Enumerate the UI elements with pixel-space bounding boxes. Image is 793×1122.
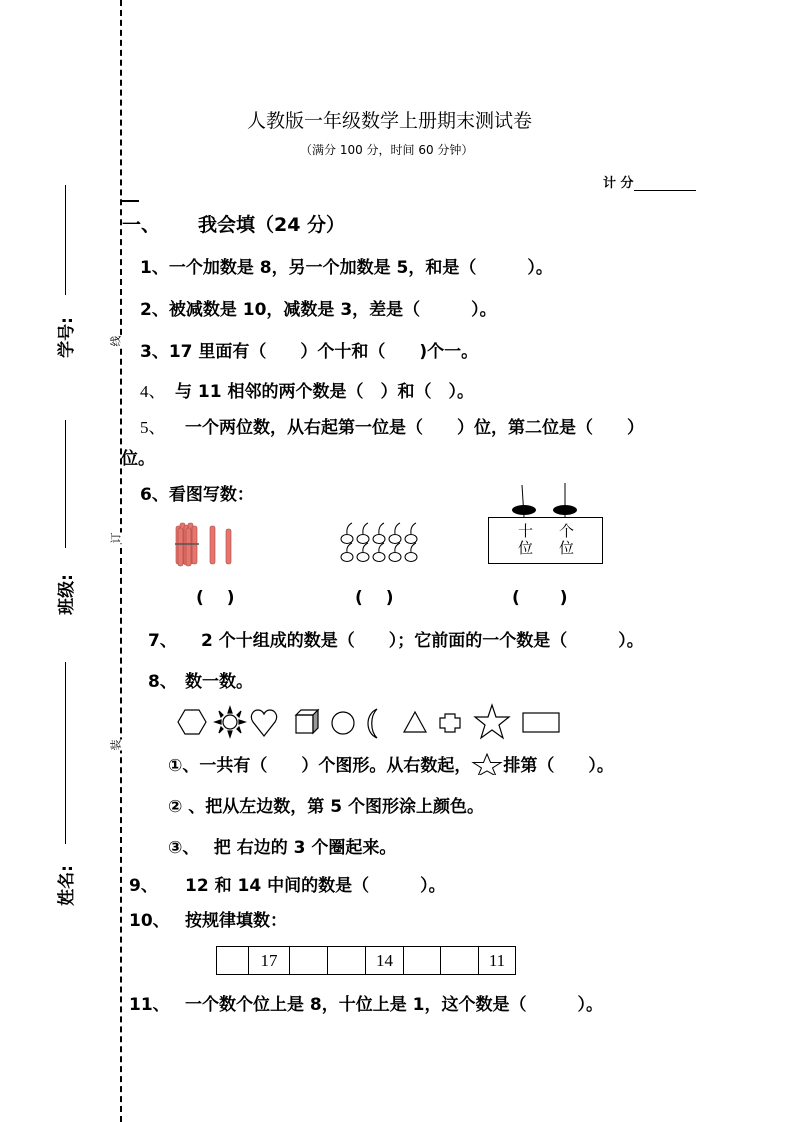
abacus-box bbox=[488, 517, 603, 564]
sequence-cell[interactable] bbox=[217, 947, 249, 975]
sequence-cell: 17 bbox=[249, 947, 290, 975]
star-icon bbox=[475, 705, 509, 738]
circle-icon bbox=[332, 712, 354, 734]
section-corner-mark bbox=[121, 200, 139, 202]
sequence-cell[interactable] bbox=[290, 947, 328, 975]
question-6-answer-1[interactable]: ( ) bbox=[196, 588, 235, 608]
sequence-row bbox=[217, 947, 516, 975]
name-label: 姓名: bbox=[56, 865, 77, 906]
abacus-ones-bottom: 位 bbox=[559, 539, 575, 557]
question-8-sub-3: ③、 把 右边的 3 个圈起来。 bbox=[168, 838, 397, 858]
student-id-label: 学号: bbox=[56, 317, 77, 358]
class-label: 班级: bbox=[56, 574, 77, 615]
question-2: 2、被减数是 10，减数是 3，差是（ ）。 bbox=[140, 300, 497, 320]
question-5-continued: 位。 bbox=[121, 449, 155, 469]
question-6: 6、看图写数： bbox=[140, 485, 254, 505]
rectangle-icon bbox=[523, 713, 559, 732]
page-title: 人教版一年级数学上册期末测试卷 bbox=[247, 110, 533, 132]
question-9-number: 9、 bbox=[129, 876, 158, 896]
hexagon-icon bbox=[178, 710, 206, 734]
student-id-line[interactable] bbox=[65, 185, 66, 295]
sun-icon bbox=[215, 707, 245, 737]
sequence-table bbox=[216, 946, 516, 975]
cherries-icon bbox=[338, 520, 433, 566]
section1-number: 一、 bbox=[122, 214, 161, 236]
question-8-sub-2: ② 、把从左边数，第 5 个图形涂上颜色。 bbox=[168, 797, 484, 817]
heart-icon bbox=[251, 710, 276, 736]
abacus-tens-top: 十 bbox=[518, 522, 534, 540]
score-field[interactable] bbox=[603, 172, 696, 191]
question-4: 与 11 相邻的两个数是（ ）和（ ）。 bbox=[175, 382, 474, 402]
question-10-number: 10、 bbox=[129, 911, 170, 931]
question-8-sub-1-text-a: ①、一共有（ ）个图形。从右数起， bbox=[168, 756, 472, 776]
question-10: 按规律填数： bbox=[185, 911, 287, 931]
question-8-sub-1-text-b: 排第（ ）。 bbox=[503, 756, 614, 776]
question-6-answer-3[interactable]: ( ) bbox=[512, 588, 568, 608]
star-outline-icon bbox=[471, 753, 503, 775]
moon-icon bbox=[368, 709, 377, 738]
binding-char-xian: 线 bbox=[109, 335, 123, 347]
abacus-tens-label bbox=[518, 523, 533, 557]
sequence-cell[interactable] bbox=[328, 947, 366, 975]
cross-icon bbox=[440, 714, 460, 732]
abacus-ones-label bbox=[559, 523, 574, 557]
score-blank[interactable] bbox=[634, 176, 696, 191]
section1-title: 我会填（24 分） bbox=[198, 214, 346, 236]
question-7: 2 个十组成的数是（ ）；它前面的一个数是（ ）。 bbox=[201, 631, 644, 651]
stick-bundle-icon bbox=[172, 520, 242, 568]
question-5: 一个两位数，从右起第一位是（ ）位，第二位是（ ） bbox=[185, 418, 644, 438]
question-8-number: 8、 bbox=[148, 672, 177, 692]
cube-icon bbox=[296, 710, 318, 733]
triangle-icon bbox=[404, 712, 426, 732]
question-11: 一个数个位上是 8，十位上是 1，这个数是（ ）。 bbox=[185, 995, 603, 1015]
sequence-cell[interactable] bbox=[404, 947, 441, 975]
binding-char-ding: 订 bbox=[109, 532, 123, 544]
sequence-cell[interactable] bbox=[441, 947, 479, 975]
page-subtitle: （满分 100 分，时间 60 分钟） bbox=[300, 143, 474, 157]
class-line[interactable] bbox=[65, 420, 66, 548]
sequence-cell: 11 bbox=[479, 947, 516, 975]
question-8: 数一数。 bbox=[185, 672, 253, 692]
question-1: 1、一个加数是 8，另一个加数是 5，和是（ ）。 bbox=[140, 258, 553, 278]
question-8-sub-1 bbox=[168, 751, 614, 776]
question-5-number: 5、 bbox=[140, 418, 166, 437]
question-7-number: 7、 bbox=[148, 631, 177, 651]
question-11-number: 11、 bbox=[129, 995, 170, 1015]
name-line[interactable] bbox=[65, 662, 66, 844]
question-3: 3、17 里面有（ ）个十和（ )个一。 bbox=[140, 342, 479, 362]
q8-shapes-row bbox=[172, 700, 567, 745]
binding-dashed-line bbox=[120, 0, 122, 1122]
binding-char-zhuang: 装 bbox=[109, 739, 123, 751]
score-label: 计 分 bbox=[603, 176, 634, 191]
question-4-number: 4、 bbox=[140, 382, 166, 401]
question-6-answer-2[interactable]: ( ) bbox=[355, 588, 394, 608]
abacus-rods-icon bbox=[505, 482, 585, 518]
sequence-cell: 14 bbox=[366, 947, 404, 975]
abacus-tens-bottom: 位 bbox=[518, 539, 534, 557]
question-9: 12 和 14 中间的数是（ ）。 bbox=[185, 876, 446, 896]
abacus-ones-top: 个 bbox=[559, 522, 575, 540]
